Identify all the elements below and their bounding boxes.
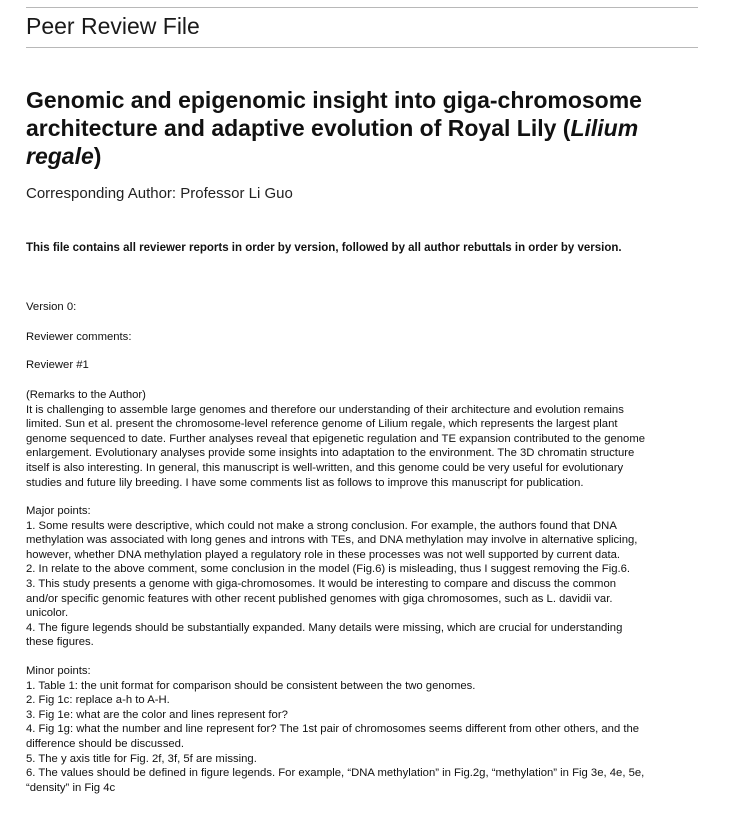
minor-point-line: 3. Fig 1e: what are the color and lines represent for? bbox=[26, 708, 288, 721]
title-part-2: ) bbox=[93, 143, 102, 169]
version-label bbox=[26, 300, 702, 315]
reviewer-label bbox=[26, 358, 702, 373]
header-top-rule bbox=[26, 7, 698, 8]
remarks-section bbox=[26, 388, 702, 490]
file-notice: This file contains all reviewer reports in order by version, followed by all author rebuttals in order by version. bbox=[26, 242, 622, 254]
major-point-line: 2. In relate to the above comment, some conclusion in the model (Fig.6) is misleading, thus I suggest removing the Fig.6. bbox=[26, 563, 631, 576]
version-text: Version 0: bbox=[26, 301, 77, 313]
corresponding-author: Corresponding Author: Professor Li Guo bbox=[26, 185, 293, 202]
minor-point-line: 6. The values should be defined in figure legends. For example, “DNA methylation” in Fig.2g, “methylation” in Fig 3e, 4e, 5e, bbox=[26, 767, 645, 780]
remarks-line: genome sequenced to date. Further analyses reveal that epigenetic regulation and TE expansion contributed to the genome bbox=[26, 432, 646, 445]
title-species-italic: Lilium regale bbox=[26, 115, 639, 169]
header-title: Peer Review File bbox=[26, 13, 200, 39]
minor-point-line: 5. The y axis title for Fig. 2f, 3f, 5f are missing. bbox=[26, 752, 257, 765]
minor-point-line: 2. Fig 1c: replace a-h to A-H. bbox=[26, 694, 170, 707]
header-bottom-rule bbox=[26, 47, 698, 48]
reviewer-comments-text: Reviewer comments: bbox=[26, 331, 132, 343]
remarks-line: studies and future lily breeding. I have some comments list as follows to improve this manuscript for publication. bbox=[26, 476, 584, 489]
major-point-line: methylation was associated with long genes and introns with TEs, and DNA methylation may involve in alternative splicing, bbox=[26, 534, 638, 547]
minor-point-line: difference should be discussed. bbox=[26, 737, 185, 750]
major-point-line: and/or specific genomic features with other recent published genomes with giga chromosomes, such as L. davidii var. bbox=[26, 592, 613, 605]
title-part-1: Genomic and epigenomic insight into giga-chromosome architecture and adaptive evolution of Royal Lily ( bbox=[26, 87, 642, 141]
remarks-line: itself is also interesting. In general, this manuscript is well-written, and this genome could be very useful for evolutionary bbox=[26, 461, 624, 474]
minor-point-line: 4. Fig 1g: what the number and line represent for? The 1st pair of chromosomes seems different from other others, and the bbox=[26, 723, 640, 736]
major-point-line: 1. Some results were descriptive, which could not make a strong conclusion. For example, the authors found that DNA bbox=[26, 519, 617, 532]
major-point-line: unicolor. bbox=[26, 607, 69, 620]
remarks-line: It is challenging to assemble large genomes and therefore our understanding of their architecture and evolution remains bbox=[26, 403, 624, 416]
remarks-heading: (Remarks to the Author) bbox=[26, 389, 146, 401]
document-title bbox=[26, 86, 686, 170]
major-point-line: these figures. bbox=[26, 636, 94, 649]
reviewer-comments-label bbox=[26, 330, 702, 345]
minor-point-line: 1. Table 1: the unit format for comparison should be consistent between the two genomes. bbox=[26, 679, 476, 692]
remarks-line: limited. Sun et al. present the chromosome-level reference genome of Lilium regale, which represents the largest plant bbox=[26, 418, 618, 431]
major-point-line: 3. This study presents a genome with giga-chromosomes. It would be interesting to compare and discuss the common bbox=[26, 577, 617, 590]
minor-point-line: “density” in Fig 4c bbox=[26, 781, 116, 794]
major-points-heading: Major points: bbox=[26, 505, 91, 517]
minor-points-section bbox=[26, 664, 702, 795]
major-point-line: however, whether DNA methylation played a regulatory role in these processes was not well supported by current data. bbox=[26, 548, 621, 561]
reviewer-text: Reviewer #1 bbox=[26, 359, 89, 371]
major-points-section bbox=[26, 504, 702, 650]
remarks-line: enlargement. Evolutionary analyses provide some insights into adaptation to the environment. The 3D chromatin structure bbox=[26, 447, 635, 460]
major-point-line: 4. The figure legends should be substantially expanded. Many details were missing, which are crucial for understanding bbox=[26, 621, 623, 634]
minor-points-heading: Minor points: bbox=[26, 665, 91, 677]
